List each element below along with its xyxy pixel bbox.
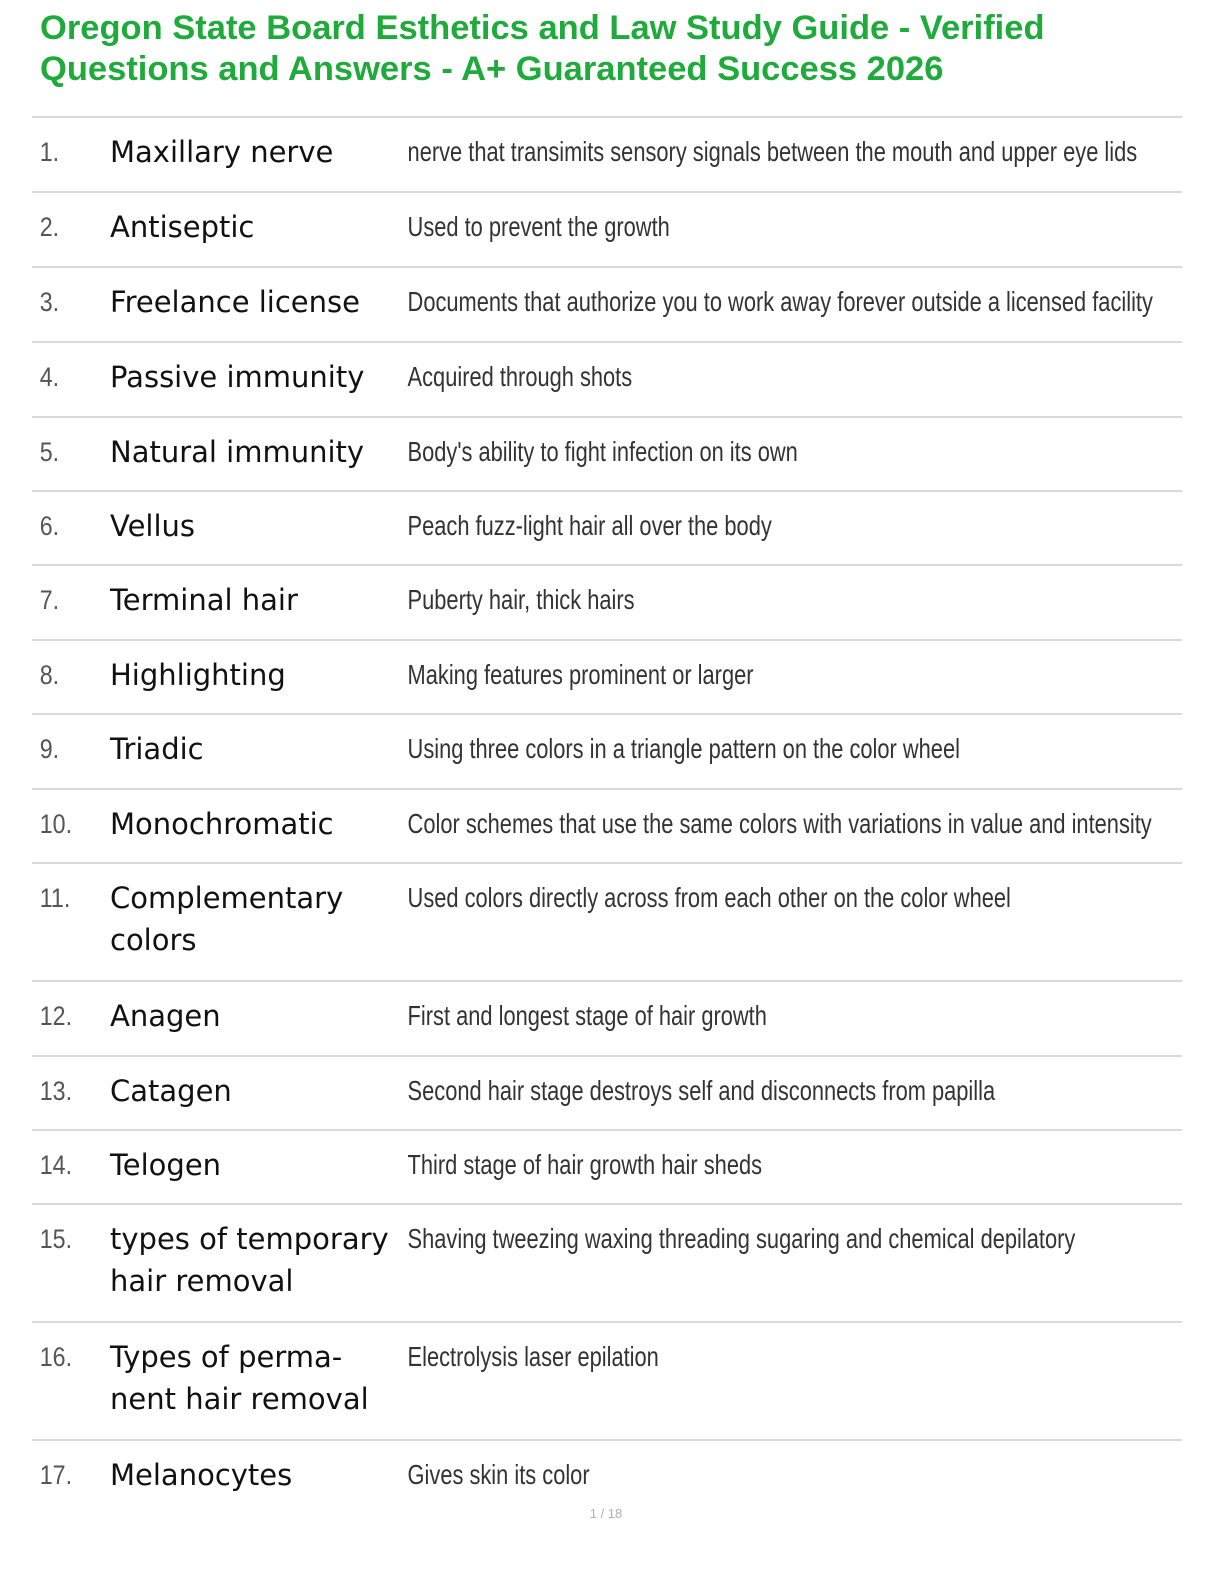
row-number: 13. — [39, 1076, 73, 1106]
term: Monochromatic — [110, 807, 334, 841]
definition: Puberty hair, thick hairs — [407, 584, 635, 615]
definition: Documents that authorize you to work away forever outside a licensed facility — [407, 286, 1153, 317]
definition: nerve that transimits sensory signals between the mouth and upper eye lids — [407, 136, 1138, 167]
title-line-1: Oregon State Board Esthetics and Law Study Guide - Verified — [40, 9, 1045, 47]
term: Maxillary nerve — [110, 135, 334, 169]
term: Catagen — [110, 1074, 232, 1108]
term: Triadic — [110, 732, 204, 766]
row-number: 8. — [39, 660, 60, 690]
term: Antiseptic — [110, 210, 255, 244]
row-number: 14. — [39, 1150, 73, 1180]
title-line-2: Questions and Answers - A+ Guaranteed Success 2026 — [40, 50, 944, 88]
term: Natural immunity — [110, 435, 365, 469]
row-number: 11. — [39, 883, 71, 913]
definition: First and longest stage of hair growth — [407, 1000, 767, 1031]
definition: Gives skin its color — [407, 1459, 590, 1490]
definition: Acquired through shots — [407, 361, 633, 392]
definition: Electrolysis laser epilation — [407, 1341, 659, 1372]
table-row — [32, 268, 1182, 343]
table-row — [32, 418, 1182, 492]
flashcard-table — [32, 116, 1182, 1513]
row-number: 12. — [39, 1001, 73, 1031]
definition: Body's ability to fight infection on its own — [407, 436, 798, 467]
row-number: 9. — [39, 734, 60, 764]
definition: Using three colors in a triangle pattern on the color wheel — [407, 733, 960, 764]
term: Freelance license — [110, 285, 360, 319]
term: Types of perma- nent hair removal — [110, 1340, 369, 1416]
row-number: 15. — [39, 1224, 73, 1254]
table-row — [32, 982, 1182, 1057]
table-row — [32, 790, 1182, 864]
row-number: 4. — [39, 362, 60, 392]
table-row — [32, 864, 1182, 982]
definition: Second hair stage destroys self and disconnects from papilla — [407, 1075, 996, 1106]
definition: Used to prevent the growth — [407, 211, 670, 242]
row-number: 1. — [39, 137, 60, 167]
row-number: 3. — [39, 287, 60, 317]
term: Passive immunity — [110, 360, 365, 394]
term: Complementary colors — [110, 881, 344, 957]
row-number: 16. — [39, 1342, 73, 1372]
term: Telogen — [110, 1148, 222, 1182]
page-number: 1 / 18 — [589, 1506, 623, 1521]
row-number: 6. — [39, 511, 60, 541]
table-row — [32, 1441, 1182, 1513]
term: Terminal hair — [110, 583, 298, 617]
row-number: 7. — [39, 585, 60, 615]
table-row — [32, 492, 1182, 566]
table-row — [32, 193, 1182, 268]
table-row — [32, 1057, 1182, 1131]
row-number: 10. — [39, 809, 73, 839]
table-row — [32, 566, 1182, 641]
table-row — [32, 715, 1182, 790]
term: Highlighting — [110, 658, 286, 692]
term: Vellus — [110, 509, 196, 543]
term: Melanocytes — [110, 1458, 293, 1492]
document-title — [40, 8, 1190, 90]
table-row — [32, 1205, 1182, 1323]
definition: Making features prominent or larger — [407, 659, 754, 690]
definition: Used colors directly across from each other on the color wheel — [407, 882, 1011, 913]
row-number: 2. — [39, 212, 60, 242]
definition: Shaving tweezing waxing threading sugaring and chemical depilatory — [407, 1223, 1076, 1254]
table-row — [32, 118, 1182, 193]
definition: Peach fuzz-light hair all over the body — [407, 510, 772, 541]
term: Anagen — [110, 999, 221, 1033]
table-row — [32, 343, 1182, 418]
row-number: 5. — [39, 437, 60, 467]
term: types of temporary hair removal — [110, 1222, 389, 1298]
row-number: 17. — [39, 1460, 73, 1490]
table-row — [32, 1131, 1182, 1205]
table-row — [32, 1323, 1182, 1441]
definition: Color schemes that use the same colors with variations in value and intensity — [407, 808, 1152, 839]
table-row — [32, 641, 1182, 715]
definition: Third stage of hair growth hair sheds — [407, 1149, 763, 1180]
